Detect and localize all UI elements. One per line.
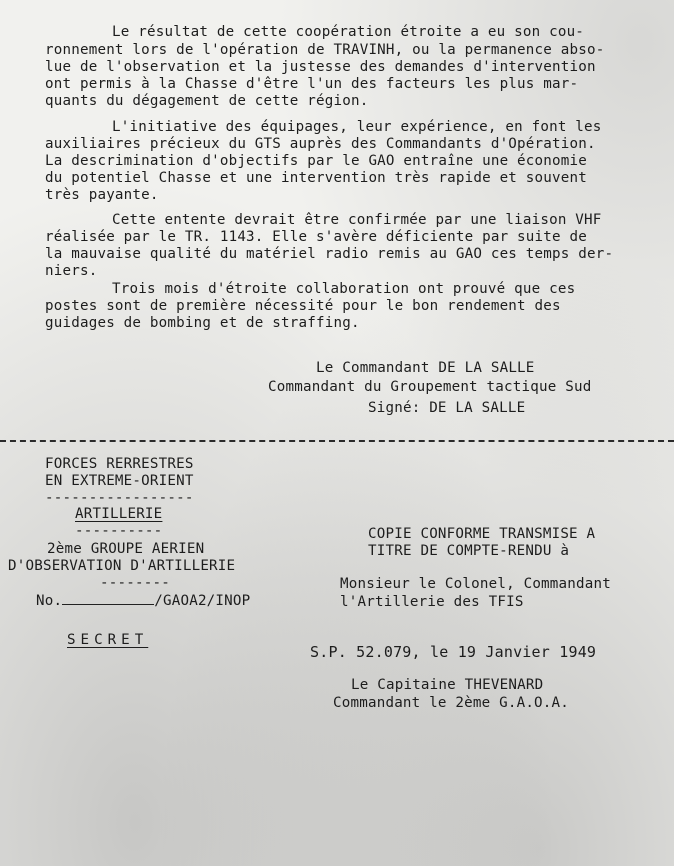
body-text-line: réalisée par le TR. 1143. Elle s'avère déficiente par suite de bbox=[45, 229, 587, 245]
reference-number bbox=[36, 592, 250, 609]
separator-text: ----------------- bbox=[45, 490, 194, 506]
body-text-line: auxiliaires précieux du GTS auprès des Commandants d'Opération. bbox=[45, 136, 596, 152]
signature-name: Le Commandant DE LA SALLE bbox=[316, 360, 535, 376]
body-text-line: quants du dégagement de cette région. bbox=[45, 93, 369, 109]
signatory-title: Commandant le 2ème G.A.O.A. bbox=[333, 695, 570, 711]
body-text-line: ronnement lors de l'opération de TRAVINH, ou la permanence abso- bbox=[45, 42, 605, 58]
reference-number-label: No. bbox=[36, 593, 63, 609]
recipient: l'Artillerie des TFIS bbox=[340, 594, 524, 610]
copy-notice: COPIE CONFORME TRANSMISE A bbox=[368, 526, 596, 542]
body-text-line: ont permis à la Chasse d'être l'un des facteurs les plus mar- bbox=[45, 76, 579, 92]
body-text-line: la mauvaise qualité du matériel radio remis au GAO ces temps der- bbox=[45, 246, 614, 262]
body-text-line: Trois mois d'étroite collaboration ont prouvé que ces bbox=[112, 281, 576, 297]
body-text-line: niers. bbox=[45, 263, 98, 279]
body-text-line: Le résultat de cette coopération étroite a eu son cou- bbox=[112, 24, 585, 40]
org-region: EN EXTREME-ORIENT bbox=[45, 473, 194, 489]
body-text-line: lue de l'observation et la justesse des demandes d'intervention bbox=[45, 59, 596, 75]
signature-signed: Signé: DE LA SALLE bbox=[368, 400, 526, 416]
body-text-line: du potentiel Chasse et une intervention très rapide et souvent bbox=[45, 170, 587, 186]
section-divider bbox=[0, 440, 674, 442]
body-text-line: très payante. bbox=[45, 187, 159, 203]
signature-title: Commandant du Groupement tactique Sud bbox=[268, 379, 592, 395]
body-text-line: Cette entente devrait être confirmée par une liaison VHF bbox=[112, 212, 602, 228]
copy-notice: TITRE DE COMPTE-RENDU à bbox=[368, 543, 570, 559]
group-name: D'OBSERVATION D'ARTILLERIE bbox=[8, 558, 236, 574]
group-name: 2ème GROUPE AERIEN bbox=[47, 541, 205, 557]
body-text-line: La descrimination d'objectifs par le GAO entraîne une économie bbox=[45, 153, 587, 169]
date-line: S.P. 52.079, le 19 Janvier 1949 bbox=[310, 643, 597, 661]
reference-number-suffix: /GAOA2/INOP bbox=[154, 593, 251, 609]
body-text-line: guidages de bombing et de straffing. bbox=[45, 315, 360, 331]
body-text-line: postes sont de première nécessité pour le bon rendement des bbox=[45, 298, 561, 314]
classification-label: SECRET bbox=[67, 632, 149, 648]
separator-text: -------- bbox=[100, 575, 170, 591]
unit-name: ARTILLERIE bbox=[75, 506, 163, 522]
org-name: FORCES RERRESTRES bbox=[45, 456, 194, 472]
body-text-line: L'initiative des équipages, leur expérience, en font les bbox=[112, 119, 602, 135]
separator-text: ---------- bbox=[75, 523, 163, 539]
signatory-name: Le Capitaine THEVENARD bbox=[351, 677, 544, 693]
reference-blank bbox=[62, 592, 154, 605]
recipient: Monsieur le Colonel, Commandant bbox=[340, 576, 611, 592]
